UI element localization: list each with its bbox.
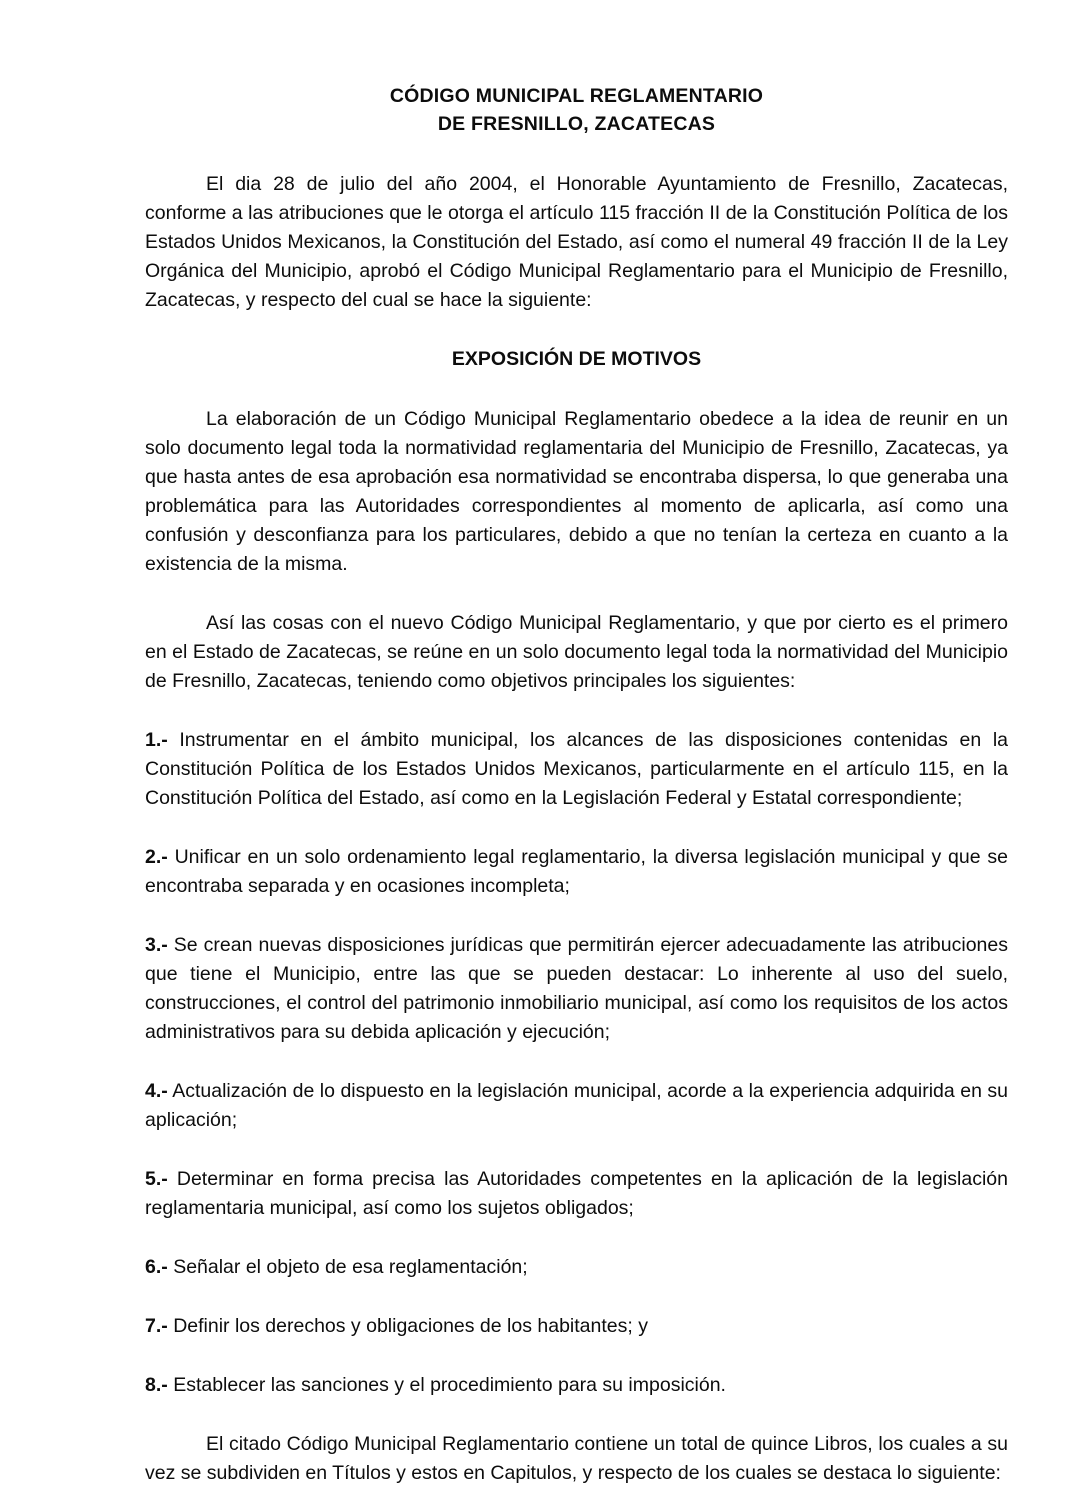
numbered-item-1 bbox=[145, 726, 1008, 813]
numbered-item-5 bbox=[145, 1165, 1008, 1223]
section-heading: EXPOSICIÓN DE MOTIVOS bbox=[451, 348, 702, 370]
body-paragraph-2: Así las cosas con el nuevo Código Municipal Reglamentario, y que por cierto es el primero en el Estado de Zacatecas, se reúne en un solo documento legal toda la normatividad del Municipio de Fresnillo, Zacatecas, teniendo como objetivos principales los siguientes: bbox=[145, 612, 1008, 692]
item-text: Instrumentar en el ámbito municipal, los alcances de las disposiciones contenidas en la Constitución Política de los Estados Unidos Mexicanos, particularmente en el artículo 115, en la Constitución Política del Estado, así como en la Legislación Federal y Estatal correspondiente; bbox=[145, 729, 1008, 809]
item-number: 1.- bbox=[145, 729, 168, 751]
item-number: 7.- bbox=[145, 1315, 168, 1337]
numbered-item-7 bbox=[145, 1312, 1008, 1341]
intro-paragraph: El dia 28 de julio del año 2004, el Honorable Ayuntamiento de Fresnillo, Zacatecas, conforme a las atribuciones que le otorga el artículo 115 fracción II de la Constitución Política de los Estados Unidos Mexicanos, la Constitución del Estado, así como el numeral 49 fracción II de la Ley Orgánica del Municipio, aprobó el Código Municipal Reglamentario para el Municipio de Fresnillo, Zacatecas, y respecto del cual se hace la siguiente: bbox=[145, 173, 1008, 311]
numbered-item-8 bbox=[145, 1371, 1008, 1400]
item-text: Establecer las sanciones y el procedimiento para su imposición. bbox=[173, 1374, 726, 1396]
numbered-item-2 bbox=[145, 843, 1008, 901]
numbered-item-3 bbox=[145, 931, 1008, 1047]
item-number: 4.- bbox=[145, 1080, 168, 1102]
document-title-line2: DE FRESNILLO, ZACATECAS bbox=[437, 113, 716, 135]
item-text: Determinar en forma precisa las Autoridades competentes en la aplicación de la legislación reglamentaria municipal, así como los sujetos obligados; bbox=[145, 1168, 1008, 1219]
item-number: 3.- bbox=[145, 934, 168, 956]
item-number: 5.- bbox=[145, 1168, 168, 1190]
body-paragraph-1: La elaboración de un Código Municipal Reglamentario obedece a la idea de reunir en un solo documento legal toda la normatividad reglamentaria del Municipio de Fresnillo, Zacatecas, ya que hasta antes de esa aprobación esa normatividad se encontraba dispersa, lo que generaba una problemática para las Autoridades correspondientes al momento de aplicarla, así como una confusión y desconfianza para los particulares, debido a que no tenían la certeza en cuanto a la existencia de la misma. bbox=[145, 408, 1008, 575]
item-number: 6.- bbox=[145, 1256, 168, 1278]
document-title-line1: CÓDIGO MUNICIPAL REGLAMENTARIO bbox=[389, 85, 764, 107]
item-text: Actualización de lo dispuesto en la legislación municipal, acorde a la experiencia adquirida en su aplicación; bbox=[145, 1080, 1009, 1131]
document-title bbox=[145, 82, 1008, 138]
numbered-item-4 bbox=[145, 1077, 1008, 1135]
item-text: Se crean nuevas disposiciones jurídicas que permitirán ejercer adecuadamente las atribuciones que tiene el Municipio, entre las que se pueden destacar: Lo inherente al uso del suelo, construcciones, el control del patrimonio inmobiliario municipal, así como los requisitos de los actos administrativos para su debida aplicación y ejecución; bbox=[145, 934, 1008, 1043]
item-number: 2.- bbox=[145, 846, 168, 868]
closing-paragraph: El citado Código Municipal Reglamentario contiene un total de quince Libros, los cuales a su vez se subdividen en Títulos y estos en Capitulos, y respecto de los cuales se destaca lo siguiente: bbox=[145, 1433, 1008, 1484]
item-text: Señalar el objeto de esa reglamentación; bbox=[173, 1256, 528, 1278]
item-number: 8.- bbox=[145, 1374, 168, 1396]
item-text: Unificar en un solo ordenamiento legal reglamentario, la diversa legislación municipal y que se encontraba separada y en ocasiones incompleta; bbox=[145, 846, 1008, 897]
numbered-item-6 bbox=[145, 1253, 1008, 1282]
item-text: Definir los derechos y obligaciones de los habitantes; y bbox=[173, 1315, 648, 1337]
